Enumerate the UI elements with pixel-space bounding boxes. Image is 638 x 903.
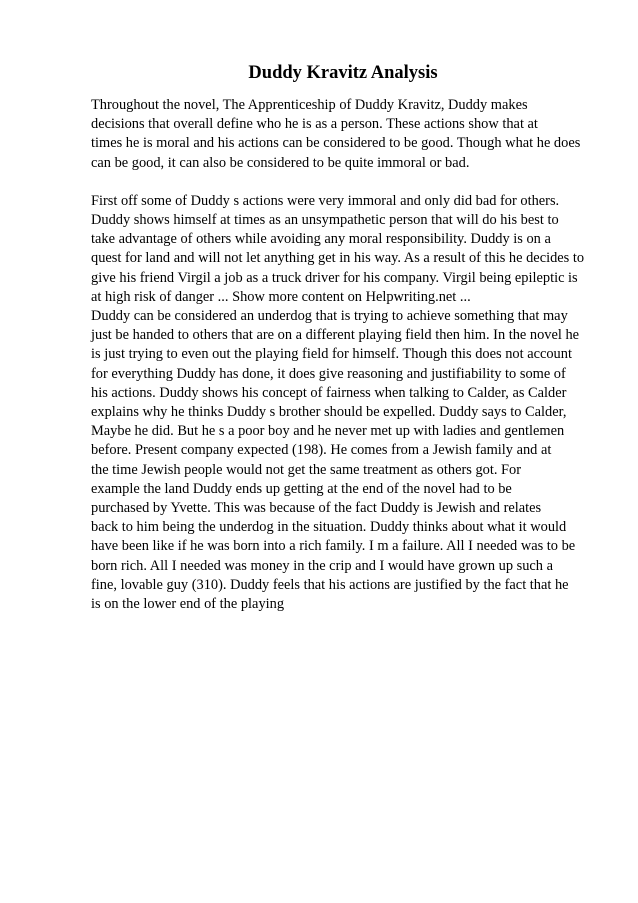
text-line: back to him being the underdog in the situation. Duddy thinks about what it would <box>91 519 567 536</box>
text-line: First off some of Duddy s actions were very immoral and only did bad for others. <box>91 192 560 209</box>
text-line: before. Present company expected (198). He comes from a Jewish family and at <box>91 442 552 459</box>
paragraph-body <box>91 192 601 614</box>
text-line: the time Jewish people would not get the same treatment as others got. For <box>91 461 522 478</box>
text-line: his actions. Duddy shows his concept of fairness when talking to Calder, as Calder <box>91 384 567 401</box>
text-line: have been like if he was born into a rich family. I m a failure. All I needed was to be <box>91 538 576 555</box>
text-line: decisions that overall define who he is as a person. These actions show that at <box>91 116 538 133</box>
text-line: Duddy can be considered an underdog that is trying to achieve something that may <box>91 308 568 325</box>
text-line: Throughout the novel, The Apprenticeship of Duddy Kravitz, Duddy makes <box>91 97 528 113</box>
text-line: give his friend Virgil a job as a truck driver for his company. Virgil being epileptic is <box>91 269 578 286</box>
text-line: times he is moral and his actions can be considered to be good. Though what he does <box>91 135 581 152</box>
text-line: just be handed to others that are on a different playing field then him. In the novel he <box>91 327 580 344</box>
text-line: can be good, it can also be considered to be quite immoral or bad. <box>91 154 470 171</box>
text-line: is on the lower end of the playing <box>91 596 285 613</box>
text-line: Maybe he did. But he s a poor boy and he never met up with ladies and gentlemen <box>91 423 565 440</box>
document-body <box>91 96 601 614</box>
paragraph-intro <box>91 96 601 173</box>
text-line: purchased by Yvette. This was because of the fact Duddy is Jewish and relates <box>91 500 542 517</box>
text-line: explains why he thinks Duddy s brother should be expelled. Duddy says to Calder, <box>91 404 567 421</box>
document-title: Duddy Kravitz Analysis <box>248 63 438 83</box>
text-line: is just trying to even out the playing field for himself. Though this does not account <box>91 346 572 363</box>
text-line: Duddy shows himself at times as an unsympathetic person that will do his best to <box>91 212 559 229</box>
text-line: fine, lovable guy (310). Duddy feels that his actions are justified by the fact that he <box>91 576 569 593</box>
text-line: born rich. All I needed was money in the crip and I would have grown up such a <box>91 557 553 574</box>
text-line: for everything Duddy has done, it does give reasoning and justifiability to some of <box>91 365 566 382</box>
text-line: take advantage of others while avoiding any moral responsibility. Duddy is on a <box>91 231 551 248</box>
paragraph-gap <box>91 173 601 192</box>
text-line: at high risk of danger ... Show more content on Helpwriting.net ... <box>91 288 471 305</box>
text-line: example the land Duddy ends up getting at the end of the novel had to be <box>91 480 512 497</box>
text-line: quest for land and will not let anything get in his way. As a result of this he decides to <box>91 250 585 267</box>
